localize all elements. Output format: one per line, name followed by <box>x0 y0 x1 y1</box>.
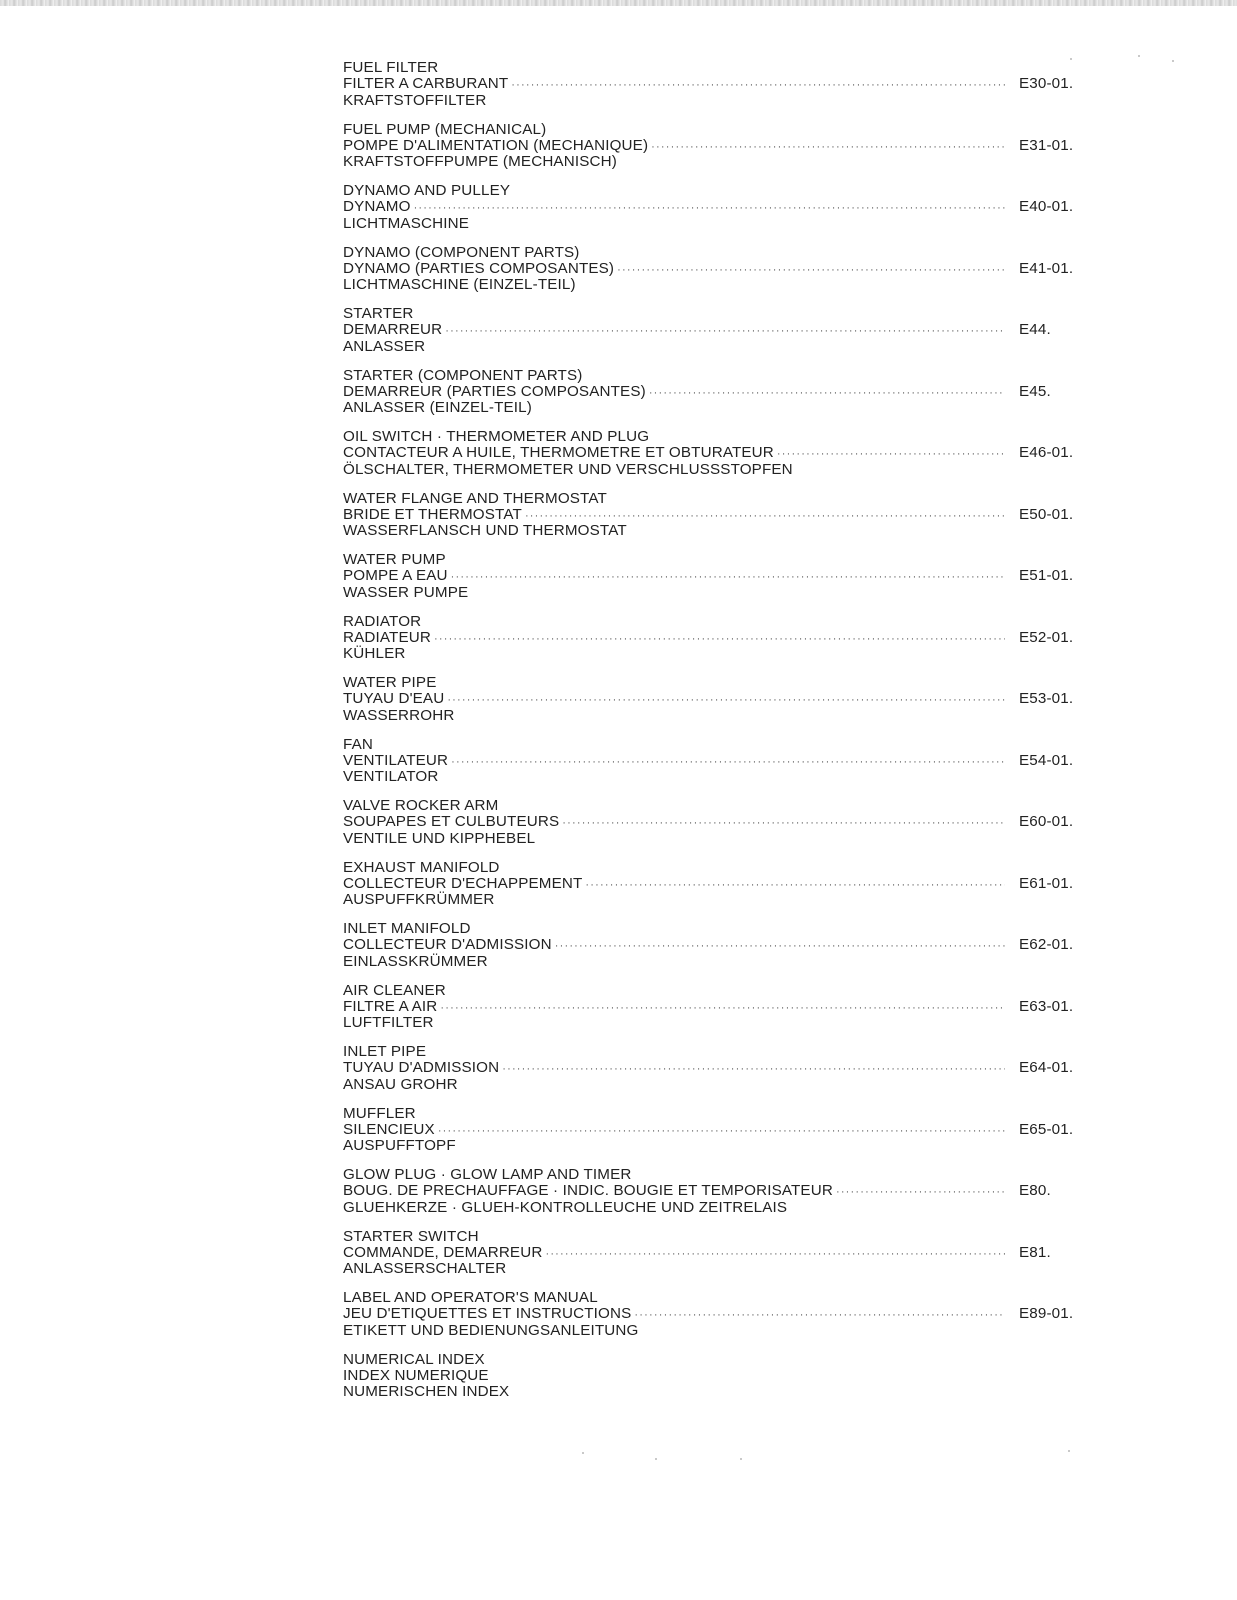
dot-leader <box>502 1061 1005 1077</box>
entry-english: STARTER <box>343 305 414 322</box>
entry-french: BOUG. DE PRECHAUFFAGE · INDIC. BOUGIE ET TEMPORISATEUR <box>343 1182 833 1200</box>
index-entry[interactable] <box>343 1352 1103 1414</box>
dot-leader <box>777 446 1005 462</box>
scan-speck <box>1070 58 1072 60</box>
dot-leader <box>438 1123 1005 1139</box>
entry-french-line <box>343 568 1103 584</box>
entry-german: WASSERROHR <box>343 706 455 724</box>
dot-leader <box>585 877 1005 893</box>
entry-english: DYNAMO AND PULLEY <box>343 182 511 199</box>
toc-entry[interactable] <box>343 798 1103 860</box>
dot-leader <box>440 1000 1005 1016</box>
entry-german: EINLASSKRÜMMER <box>343 952 488 970</box>
toc-entry[interactable] <box>343 1229 1103 1291</box>
entry-english: WATER PIPE <box>343 674 437 691</box>
entry-french-line <box>343 1122 1103 1138</box>
entry-page-ref[interactable]: E44. <box>1019 321 1051 339</box>
entry-french-line <box>343 876 1103 892</box>
index-english: NUMERICAL INDEX <box>343 1350 485 1368</box>
entry-english: FUEL PUMP (MECHANICAL) <box>343 120 547 138</box>
toc-entry[interactable] <box>343 552 1103 614</box>
entry-french: CONTACTEUR A HUILE, THERMOMETRE ET OBTURATEUR <box>343 444 774 462</box>
entry-page-ref[interactable]: E62-01. <box>1019 936 1074 954</box>
entry-german: ANLASSERSCHALTER <box>343 1260 507 1278</box>
entry-french-line <box>343 445 1103 461</box>
entry-page-ref[interactable]: E64-01. <box>1019 1059 1074 1077</box>
dot-leader <box>634 1307 1005 1323</box>
entry-french: SOUPAPES ET CULBUTEURS <box>343 813 560 831</box>
dot-leader <box>651 139 1005 155</box>
entry-page-ref[interactable]: E51-01. <box>1019 567 1074 585</box>
toc-entry[interactable] <box>343 1106 1103 1168</box>
entry-french-line <box>343 630 1103 646</box>
dot-leader <box>445 323 1005 339</box>
toc-entry[interactable] <box>343 614 1103 676</box>
scan-speck <box>1138 55 1140 57</box>
toc-entry[interactable] <box>343 60 1103 122</box>
entry-german: LUFTFILTER <box>343 1014 434 1032</box>
entry-french: COLLECTEUR D'ECHAPPEMENT <box>343 874 583 892</box>
entry-french-line <box>343 384 1103 400</box>
dot-leader <box>447 692 1005 708</box>
entry-french: JEU D'ETIQUETTES ET INSTRUCTIONS <box>343 1305 632 1323</box>
scan-edge-artifact <box>0 0 1237 6</box>
entry-french: DYNAMO (PARTIES COMPOSANTES) <box>343 259 615 277</box>
entry-french: RADIATEUR <box>343 628 431 646</box>
entry-german: LICHTMASCHINE <box>343 214 469 232</box>
entry-french-line <box>343 814 1103 830</box>
dot-leader <box>617 262 1005 278</box>
entry-french-line <box>343 261 1103 277</box>
entry-french-line <box>343 138 1103 154</box>
toc-entry[interactable] <box>343 675 1103 737</box>
entry-english: WATER PUMP <box>343 551 446 568</box>
entry-german: VENTILATOR <box>343 768 439 786</box>
entry-english: RADIATOR <box>343 612 422 630</box>
entry-page-ref[interactable]: E45. <box>1019 382 1051 400</box>
entry-german: VENTILE UND KIPPHEBEL <box>343 829 536 847</box>
entry-french-line <box>343 1306 1103 1322</box>
entry-page-ref[interactable]: E54-01. <box>1019 751 1074 769</box>
entry-german: WASSERFLANSCH UND THERMOSTAT <box>343 522 627 540</box>
entry-english: INLET MANIFOLD <box>343 920 471 937</box>
entry-english: OIL SWITCH · THERMOMETER AND PLUG <box>343 428 650 445</box>
entry-english: WATER FLANGE AND THERMOSTAT <box>343 489 607 507</box>
entry-german: KRAFTSTOFFILTER <box>343 91 487 109</box>
entry-french: SILENCIEUX <box>343 1120 435 1138</box>
entry-french: POMPE D'ALIMENTATION (MECHANIQUE) <box>343 136 649 154</box>
entry-french: POMPE A EAU <box>343 567 448 585</box>
dot-leader <box>511 77 1005 93</box>
entry-page-ref[interactable]: E61-01. <box>1019 874 1074 892</box>
entry-french: DEMARREUR (PARTIES COMPOSANTES) <box>343 382 646 400</box>
scan-speck <box>582 1452 584 1454</box>
toc-entry[interactable] <box>343 737 1103 799</box>
toc-entry[interactable] <box>343 921 1103 983</box>
entry-french: VENTILATEUR <box>343 751 449 769</box>
entry-page-ref[interactable]: E81. <box>1019 1243 1051 1261</box>
entry-french-line <box>343 1183 1103 1199</box>
toc-entry[interactable] <box>343 122 1103 184</box>
toc-entry[interactable] <box>343 429 1103 491</box>
entry-german: ANLASSER (EINZEL-TEIL) <box>343 399 532 417</box>
entry-german: KRAFTSTOFFPUMPE (MECHANISCH) <box>343 153 617 171</box>
scan-speck <box>1172 60 1174 62</box>
index-german: NUMERISCHEN INDEX <box>343 1383 510 1401</box>
toc-entry[interactable] <box>343 368 1103 430</box>
scan-speck <box>1068 1450 1070 1452</box>
entry-german: AUSPUFFKRÜMMER <box>343 891 495 909</box>
entry-page-ref[interactable]: E46-01. <box>1019 444 1074 462</box>
entry-french-line <box>343 1245 1103 1261</box>
entry-english: STARTER (COMPONENT PARTS) <box>343 366 583 384</box>
entry-page-ref[interactable]: E31-01. <box>1019 136 1074 154</box>
entry-french-line <box>343 507 1103 523</box>
entry-french-line <box>343 1060 1103 1076</box>
entry-german: KÜHLER <box>343 645 406 663</box>
entry-english: DYNAMO (COMPONENT PARTS) <box>343 243 580 261</box>
entry-german: GLUEHKERZE · GLUEH-KONTROLLEUCHE UND ZEITRELAIS <box>343 1198 788 1216</box>
entry-french: COLLECTEUR D'ADMISSION <box>343 936 552 954</box>
dot-leader <box>649 385 1005 401</box>
entry-english: AIR CLEANER <box>343 981 446 999</box>
toc-entry[interactable] <box>343 860 1103 922</box>
entry-french: TUYAU D'EAU <box>343 690 445 708</box>
dot-leader <box>414 200 1005 216</box>
scan-speck <box>655 1458 657 1460</box>
toc-entry[interactable] <box>343 1044 1103 1106</box>
entry-english: FUEL FILTER <box>343 59 439 76</box>
dot-leader <box>434 631 1005 647</box>
entry-page-ref[interactable]: E65-01. <box>1019 1120 1074 1138</box>
entry-french: COMMANDE, DEMARREUR <box>343 1243 543 1261</box>
entry-page-ref[interactable]: E41-01. <box>1019 259 1074 277</box>
entry-french-line <box>343 937 1103 953</box>
toc-entry[interactable] <box>343 183 1103 245</box>
entry-german: WASSER PUMPE <box>343 583 469 601</box>
entry-german: ANSAU GROHR <box>343 1075 458 1093</box>
entry-english: INLET PIPE <box>343 1043 427 1060</box>
entry-german: AUSPUFFTOPF <box>343 1137 456 1155</box>
entry-english: STARTER SWITCH <box>343 1227 479 1245</box>
entry-german: ETIKETT UND BEDIENUNGSANLEITUNG <box>343 1321 639 1339</box>
index-french: INDEX NUMERIQUE <box>343 1366 489 1384</box>
entry-french: TUYAU D'ADMISSION <box>343 1059 500 1077</box>
entry-french-line <box>343 199 1103 215</box>
entry-english: LABEL AND OPERATOR'S MANUAL <box>343 1289 598 1306</box>
entry-english: FAN <box>343 735 373 753</box>
toc-entry[interactable] <box>343 1290 1103 1352</box>
dot-leader <box>545 1246 1005 1262</box>
entry-french-line <box>343 76 1103 92</box>
toc-entry[interactable] <box>343 983 1103 1045</box>
entry-page-ref[interactable]: E40-01. <box>1019 198 1074 216</box>
entry-german: ANLASSER <box>343 337 426 355</box>
entry-page-ref[interactable]: E63-01. <box>1019 997 1074 1015</box>
entry-french: BRIDE ET THERMOSTAT <box>343 505 522 523</box>
dot-leader <box>451 754 1005 770</box>
toc-entry[interactable] <box>343 245 1103 307</box>
entry-french: FILTRE A AIR <box>343 997 438 1015</box>
dot-leader <box>562 815 1005 831</box>
entry-english: EXHAUST MANIFOLD <box>343 858 500 876</box>
entry-page-ref[interactable]: E50-01. <box>1019 505 1074 523</box>
toc-entry[interactable] <box>343 306 1103 368</box>
entry-page-ref[interactable]: E30-01. <box>1019 75 1074 93</box>
entry-french: FILTER A CARBURANT <box>343 75 509 93</box>
entry-french: DEMARREUR <box>343 321 443 339</box>
entry-french-line <box>343 691 1103 707</box>
toc-entry[interactable] <box>343 1167 1103 1229</box>
table-of-contents <box>343 60 1103 1413</box>
entry-english: GLOW PLUG · GLOW LAMP AND TIMER <box>343 1166 632 1183</box>
entry-page-ref[interactable]: E80. <box>1019 1182 1051 1200</box>
entry-french-line <box>343 322 1103 338</box>
entry-french-line <box>343 999 1103 1015</box>
entry-german: ÖLSCHALTER, THERMOMETER UND VERSCHLUSSSTOPFEN <box>343 460 793 478</box>
dot-leader <box>836 1184 1005 1200</box>
scan-speck <box>740 1458 742 1460</box>
entry-page-ref[interactable]: E60-01. <box>1019 813 1074 831</box>
entry-french: DYNAMO <box>343 198 411 216</box>
dot-leader <box>555 938 1005 954</box>
entry-page-ref[interactable]: E53-01. <box>1019 690 1074 708</box>
toc-entry[interactable] <box>343 491 1103 553</box>
entry-english: VALVE ROCKER ARM <box>343 797 499 814</box>
entry-page-ref[interactable]: E52-01. <box>1019 628 1074 646</box>
dot-leader <box>451 569 1005 585</box>
entry-page-ref[interactable]: E89-01. <box>1019 1305 1074 1323</box>
entry-french-line <box>343 753 1103 769</box>
entry-english: MUFFLER <box>343 1104 416 1122</box>
entry-german: LICHTMASCHINE (EINZEL-TEIL) <box>343 276 576 294</box>
